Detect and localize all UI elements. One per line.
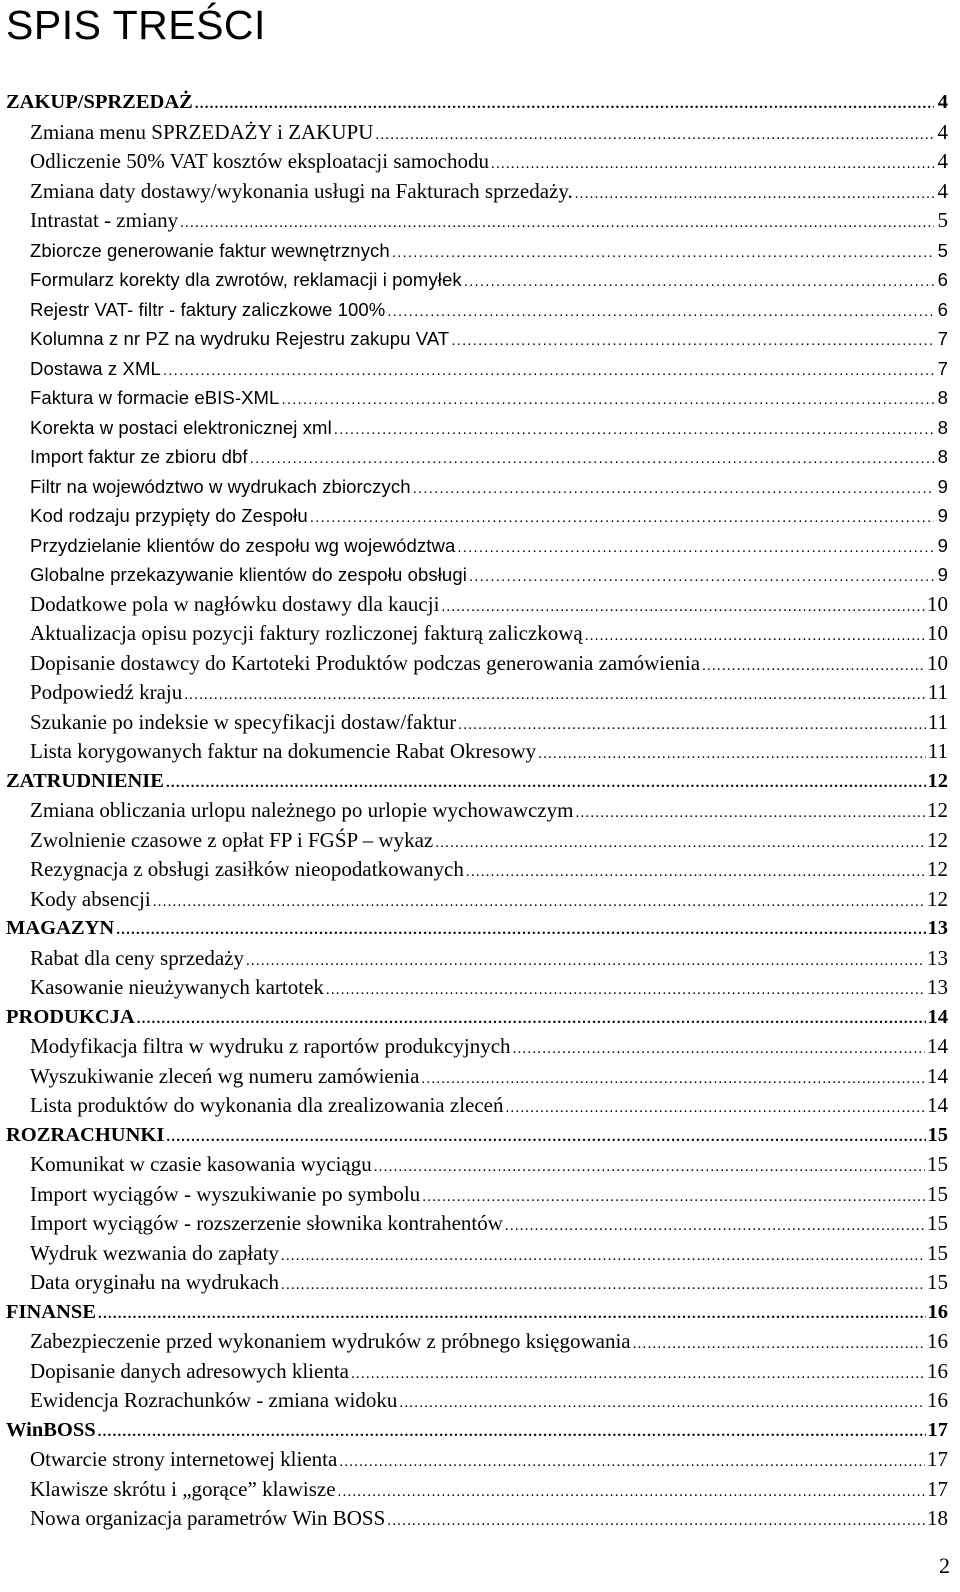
toc-entry-page: 10 bbox=[927, 650, 948, 675]
dot-leader bbox=[375, 121, 934, 151]
toc-entry[interactable] bbox=[6, 1032, 948, 1062]
toc-entry[interactable] bbox=[6, 1504, 948, 1534]
dot-leader bbox=[163, 356, 934, 386]
toc-entry[interactable] bbox=[6, 413, 948, 443]
dot-leader bbox=[585, 622, 925, 652]
page-number: 2 bbox=[939, 1553, 950, 1578]
toc-entry-page: 15 bbox=[927, 1152, 948, 1176]
toc-entry[interactable] bbox=[6, 1091, 948, 1121]
toc-entry-title: FINANSE bbox=[6, 1300, 96, 1323]
toc-entry[interactable] bbox=[6, 236, 948, 266]
toc-entry[interactable] bbox=[6, 1150, 948, 1180]
toc-entry[interactable] bbox=[6, 383, 948, 413]
toc-entry-page: 14 bbox=[927, 1034, 948, 1058]
toc-entry-title: Formularz korekty dla zwrotów, reklamacji i pomyłek bbox=[30, 269, 462, 290]
toc-entry-title: Wyszukiwanie zleceń wg numeru zamówienia bbox=[30, 1063, 420, 1088]
toc-entry[interactable] bbox=[6, 177, 948, 207]
toc-entry-title: Otwarcie strony internetowej klienta bbox=[30, 1447, 338, 1471]
toc-entry[interactable] bbox=[6, 1475, 948, 1505]
dot-leader bbox=[137, 1005, 926, 1035]
dot-leader bbox=[441, 593, 925, 623]
toc-entry-page: 11 bbox=[927, 739, 948, 763]
dot-leader bbox=[575, 180, 934, 210]
toc-entry-title: Filtr na województwo w wydrukach zbiorczych bbox=[30, 475, 411, 497]
toc-entry-title: Komunikat w czasie kasowania wyciągu bbox=[30, 1152, 372, 1176]
dot-leader bbox=[457, 533, 934, 563]
toc-entry[interactable] bbox=[6, 1386, 948, 1416]
dot-leader bbox=[633, 1330, 925, 1360]
dot-leader bbox=[458, 711, 925, 741]
toc-entry-page: 4 bbox=[937, 178, 948, 203]
toc-entry[interactable] bbox=[6, 678, 948, 708]
dot-leader bbox=[464, 267, 934, 297]
toc-entry[interactable] bbox=[6, 590, 948, 620]
toc-entry[interactable] bbox=[6, 885, 948, 915]
toc-entry[interactable] bbox=[6, 1268, 948, 1298]
toc-entry[interactable] bbox=[6, 1180, 948, 1210]
toc-entry-title: Zmiana daty dostawy/wykonania usługi na Fakturach sprzedaży. bbox=[30, 178, 573, 203]
toc-entry-title: Import faktur ze zbioru dbf bbox=[30, 446, 248, 467]
toc-entry-title: Rezygnacja z obsługi zasiłków nieopodatkowanych bbox=[30, 857, 464, 881]
toc-entry[interactable] bbox=[6, 442, 948, 472]
toc-entry[interactable] bbox=[6, 973, 948, 1003]
toc-entry-title: Rejestr VAT- filtr - faktury zaliczkowe 100% bbox=[30, 298, 386, 320]
toc-entry-page: 16 bbox=[927, 1300, 948, 1323]
toc-entry[interactable] bbox=[6, 1445, 948, 1475]
toc-entry-page: 17 bbox=[927, 1447, 948, 1471]
toc-entry-title: Import wyciągów - wyszukiwanie po symbolu bbox=[30, 1181, 421, 1206]
toc-entry-title: Szukanie po indeksie w specyfikacji dostaw/faktur bbox=[30, 709, 457, 734]
dot-leader bbox=[435, 829, 925, 859]
dot-leader bbox=[538, 740, 926, 770]
dot-leader bbox=[374, 1153, 925, 1183]
toc-entry-page: 17 bbox=[927, 1418, 948, 1441]
dot-leader bbox=[466, 858, 925, 888]
toc-entry-title: Dopisanie danych adresowych klienta bbox=[30, 1358, 349, 1383]
dot-leader bbox=[387, 297, 934, 327]
dot-leader bbox=[326, 976, 925, 1006]
dot-leader bbox=[387, 1507, 925, 1537]
toc-section-entry[interactable] bbox=[6, 914, 948, 944]
toc-entry-page: 15 bbox=[927, 1181, 948, 1206]
toc-entry-title: Zabezpieczenie przed wykonaniem wydruków z próbnego księgowania bbox=[30, 1329, 631, 1353]
toc-entry-page: 13 bbox=[927, 917, 948, 939]
toc-entry-page: 9 bbox=[937, 475, 948, 497]
toc-entry[interactable] bbox=[6, 708, 948, 738]
toc-entry-title: Dodatkowe pola w nagłówku dostawy dla kaucji bbox=[30, 591, 440, 616]
toc-section-entry[interactable] bbox=[6, 88, 948, 118]
toc-entry-page: 12 bbox=[927, 798, 948, 822]
toc-entry-page: 14 bbox=[927, 1005, 948, 1028]
toc-entry-title: Dostawa z XML bbox=[30, 357, 161, 379]
toc-entry-page: 4 bbox=[937, 119, 948, 144]
toc-section-entry[interactable] bbox=[6, 1121, 948, 1151]
toc-entry-page: 8 bbox=[937, 416, 948, 438]
toc-entry[interactable] bbox=[6, 1062, 948, 1092]
toc-entry[interactable] bbox=[6, 472, 948, 502]
toc-entry-page: 9 bbox=[937, 505, 948, 526]
toc-entry-title: PRODUKCJA bbox=[6, 1005, 135, 1028]
dot-leader bbox=[180, 209, 934, 239]
toc-entry-page: 13 bbox=[927, 975, 948, 999]
toc-entry-page: 8 bbox=[937, 446, 948, 467]
dot-leader bbox=[491, 150, 934, 180]
dot-leader bbox=[166, 769, 926, 799]
toc-entry-page: 5 bbox=[937, 208, 948, 232]
toc-entry-title: MAGAZYN bbox=[6, 917, 115, 939]
toc-entry-title: Ewidencja Rozrachunków - zmiana widoku bbox=[30, 1388, 398, 1412]
toc-section-entry[interactable] bbox=[6, 1416, 948, 1446]
dot-leader bbox=[281, 1271, 925, 1301]
dot-leader bbox=[513, 1035, 925, 1065]
toc-entry-title: Intrastat - zmiany bbox=[30, 208, 179, 232]
toc-entry-page: 5 bbox=[937, 239, 948, 261]
toc-section-entry[interactable] bbox=[6, 767, 948, 797]
toc-entry-page: 16 bbox=[927, 1388, 948, 1412]
toc-entry[interactable] bbox=[6, 855, 948, 885]
toc-entry[interactable] bbox=[6, 619, 948, 649]
toc-entry[interactable] bbox=[6, 796, 948, 826]
table-of-contents bbox=[6, 88, 948, 1534]
dot-leader bbox=[250, 444, 934, 474]
toc-entry-page: 13 bbox=[927, 945, 948, 970]
dot-leader bbox=[281, 385, 934, 415]
toc-entry-page: 16 bbox=[927, 1329, 948, 1353]
toc-entry-page: 8 bbox=[937, 387, 948, 408]
toc-entry-page: 7 bbox=[937, 357, 948, 379]
dot-leader bbox=[413, 474, 934, 504]
dot-leader bbox=[339, 1448, 925, 1478]
toc-entry[interactable] bbox=[6, 531, 948, 561]
toc-entry-title: Modyfikacja filtra w wydruku z raportów produkcyjnych bbox=[30, 1034, 511, 1058]
toc-entry-page: 14 bbox=[927, 1093, 948, 1117]
dot-leader bbox=[392, 238, 934, 268]
document-title: SPIS TREŚCI bbox=[6, 2, 266, 48]
toc-entry-page: 15 bbox=[927, 1270, 948, 1294]
toc-entry-page: 4 bbox=[937, 91, 948, 113]
dot-leader bbox=[98, 1418, 926, 1448]
toc-entry-title: Rabat dla ceny sprzedaży bbox=[30, 945, 244, 970]
toc-entry[interactable] bbox=[6, 324, 948, 354]
toc-entry-title: Import wyciągów - rozszerzenie słownika kontrahentów bbox=[30, 1211, 503, 1235]
toc-section-entry[interactable] bbox=[6, 1003, 948, 1033]
toc-entry-title: Nowa organizacja parametrów Win BOSS bbox=[30, 1506, 386, 1530]
toc-entry-title: Zwolnienie czasowe z opłat FP i FGŚP – wykaz bbox=[30, 827, 434, 852]
dot-leader bbox=[421, 1065, 925, 1095]
toc-entry-title: ROZRACHUNKI bbox=[6, 1123, 165, 1146]
toc-entry[interactable] bbox=[6, 1239, 948, 1269]
toc-entry-title: Zmiana menu SPRZEDAŻY i ZAKUPU bbox=[30, 119, 374, 144]
toc-entry-title: Zmiana obliczania urlopu należnego po urlopie wychowawczym bbox=[30, 798, 574, 822]
toc-entry-page: 15 bbox=[927, 1240, 948, 1265]
toc-entry-page: 14 bbox=[927, 1063, 948, 1088]
toc-entry[interactable] bbox=[6, 1209, 948, 1239]
toc-entry[interactable] bbox=[6, 501, 948, 531]
toc-entry-title: Lista produktów do wykonania dla zrealizowania zleceń bbox=[30, 1093, 504, 1117]
toc-entry[interactable] bbox=[6, 649, 948, 679]
dot-leader bbox=[351, 1360, 925, 1390]
toc-entry-title: Faktura w formacie eBIS-XML bbox=[30, 387, 280, 408]
toc-entry[interactable] bbox=[6, 944, 948, 974]
dot-leader bbox=[451, 326, 934, 356]
dot-leader bbox=[338, 1478, 925, 1508]
toc-entry-page: 6 bbox=[937, 269, 948, 290]
toc-entry-page: 12 bbox=[927, 857, 948, 881]
toc-entry-page: 18 bbox=[927, 1506, 948, 1530]
toc-entry-page: 4 bbox=[937, 149, 948, 173]
dot-leader bbox=[166, 1123, 925, 1153]
toc-entry[interactable] bbox=[6, 118, 948, 148]
toc-entry[interactable] bbox=[6, 1357, 948, 1387]
toc-entry[interactable] bbox=[6, 265, 948, 295]
toc-entry-title: Odliczenie 50% VAT kosztów eksploatacji samochodu bbox=[30, 149, 489, 173]
toc-entry-title: Klawisze skrótu i „gorące” klawisze bbox=[30, 1476, 336, 1501]
toc-entry-title: Aktualizacja opisu pozycji faktury rozliczonej fakturą zaliczkową bbox=[30, 621, 583, 645]
toc-entry-title: WinBOSS bbox=[6, 1418, 96, 1441]
dot-leader bbox=[195, 90, 934, 120]
toc-entry-page: 11 bbox=[927, 709, 948, 734]
toc-entry-page: 12 bbox=[927, 827, 948, 852]
toc-entry[interactable] bbox=[6, 147, 948, 177]
dot-leader bbox=[505, 1212, 925, 1242]
toc-entry-page: 11 bbox=[927, 680, 948, 704]
toc-entry-page: 10 bbox=[927, 591, 948, 616]
toc-entry-title: Korekta w postaci elektronicznej xml bbox=[30, 416, 332, 438]
dot-leader bbox=[116, 916, 925, 946]
toc-entry-page: 15 bbox=[927, 1211, 948, 1235]
dot-leader bbox=[334, 415, 934, 445]
dot-leader bbox=[702, 652, 925, 682]
toc-entry-page: 12 bbox=[927, 886, 948, 911]
toc-entry-title: Globalne przekazywanie klientów do zespołu obsługi bbox=[30, 564, 467, 585]
toc-entry-title: Zbiorcze generowanie faktur wewnętrznych bbox=[30, 239, 390, 261]
toc-entry-title: ZATRUDNIENIE bbox=[6, 769, 164, 792]
dot-leader bbox=[469, 562, 934, 592]
toc-entry[interactable] bbox=[6, 737, 948, 767]
toc-entry-page: 7 bbox=[937, 328, 948, 349]
dot-leader bbox=[153, 888, 925, 918]
toc-entry-title: Wydruk wezwania do zapłaty bbox=[30, 1240, 279, 1265]
dot-leader bbox=[246, 947, 925, 977]
toc-entry-page: 9 bbox=[937, 534, 948, 556]
dot-leader bbox=[505, 1094, 925, 1124]
toc-entry-page: 9 bbox=[937, 564, 948, 585]
toc-entry-title: Kolumna z nr PZ na wydruku Rejestru zakupu VAT bbox=[30, 328, 450, 349]
toc-entry[interactable] bbox=[6, 295, 948, 325]
toc-entry[interactable] bbox=[6, 826, 948, 856]
toc-section-entry[interactable] bbox=[6, 1298, 948, 1328]
dot-leader bbox=[98, 1300, 926, 1330]
dot-leader bbox=[399, 1389, 925, 1419]
dot-leader bbox=[575, 799, 925, 829]
toc-entry-page: 15 bbox=[927, 1123, 948, 1146]
toc-entry-page: 17 bbox=[927, 1476, 948, 1501]
toc-entry-title: Kod rodzaju przypięty do Zespołu bbox=[30, 505, 308, 526]
dot-leader bbox=[281, 1242, 925, 1272]
dot-leader bbox=[184, 681, 926, 711]
toc-entry-title: Lista korygowanych faktur na dokumencie Rabat Okresowy bbox=[30, 739, 537, 763]
dot-leader bbox=[422, 1183, 925, 1213]
toc-entry[interactable] bbox=[6, 1327, 948, 1357]
toc-entry[interactable] bbox=[6, 206, 948, 236]
toc-entry-page: 16 bbox=[927, 1358, 948, 1383]
toc-entry-title: Data oryginału na wydrukach bbox=[30, 1270, 279, 1294]
toc-entry-title: Kasowanie nieużywanych kartotek bbox=[30, 975, 324, 999]
toc-entry[interactable] bbox=[6, 560, 948, 590]
toc-entry-title: ZAKUP/SPRZEDAŻ bbox=[6, 91, 193, 113]
dot-leader bbox=[310, 503, 934, 533]
toc-entry-page: 6 bbox=[937, 298, 948, 320]
toc-entry-title: Podpowiedź kraju bbox=[30, 680, 183, 704]
toc-entry-title: Dopisanie dostawcy do Kartoteki Produktów podczas generowania zamówienia bbox=[30, 650, 701, 675]
toc-entry-title: Kody absencji bbox=[30, 886, 151, 911]
toc-entry-title: Przydzielanie klientów do zespołu wg województwa bbox=[30, 534, 456, 556]
toc-entry-page: 12 bbox=[927, 769, 948, 792]
toc-entry-page: 10 bbox=[927, 621, 948, 645]
toc-entry[interactable] bbox=[6, 354, 948, 384]
